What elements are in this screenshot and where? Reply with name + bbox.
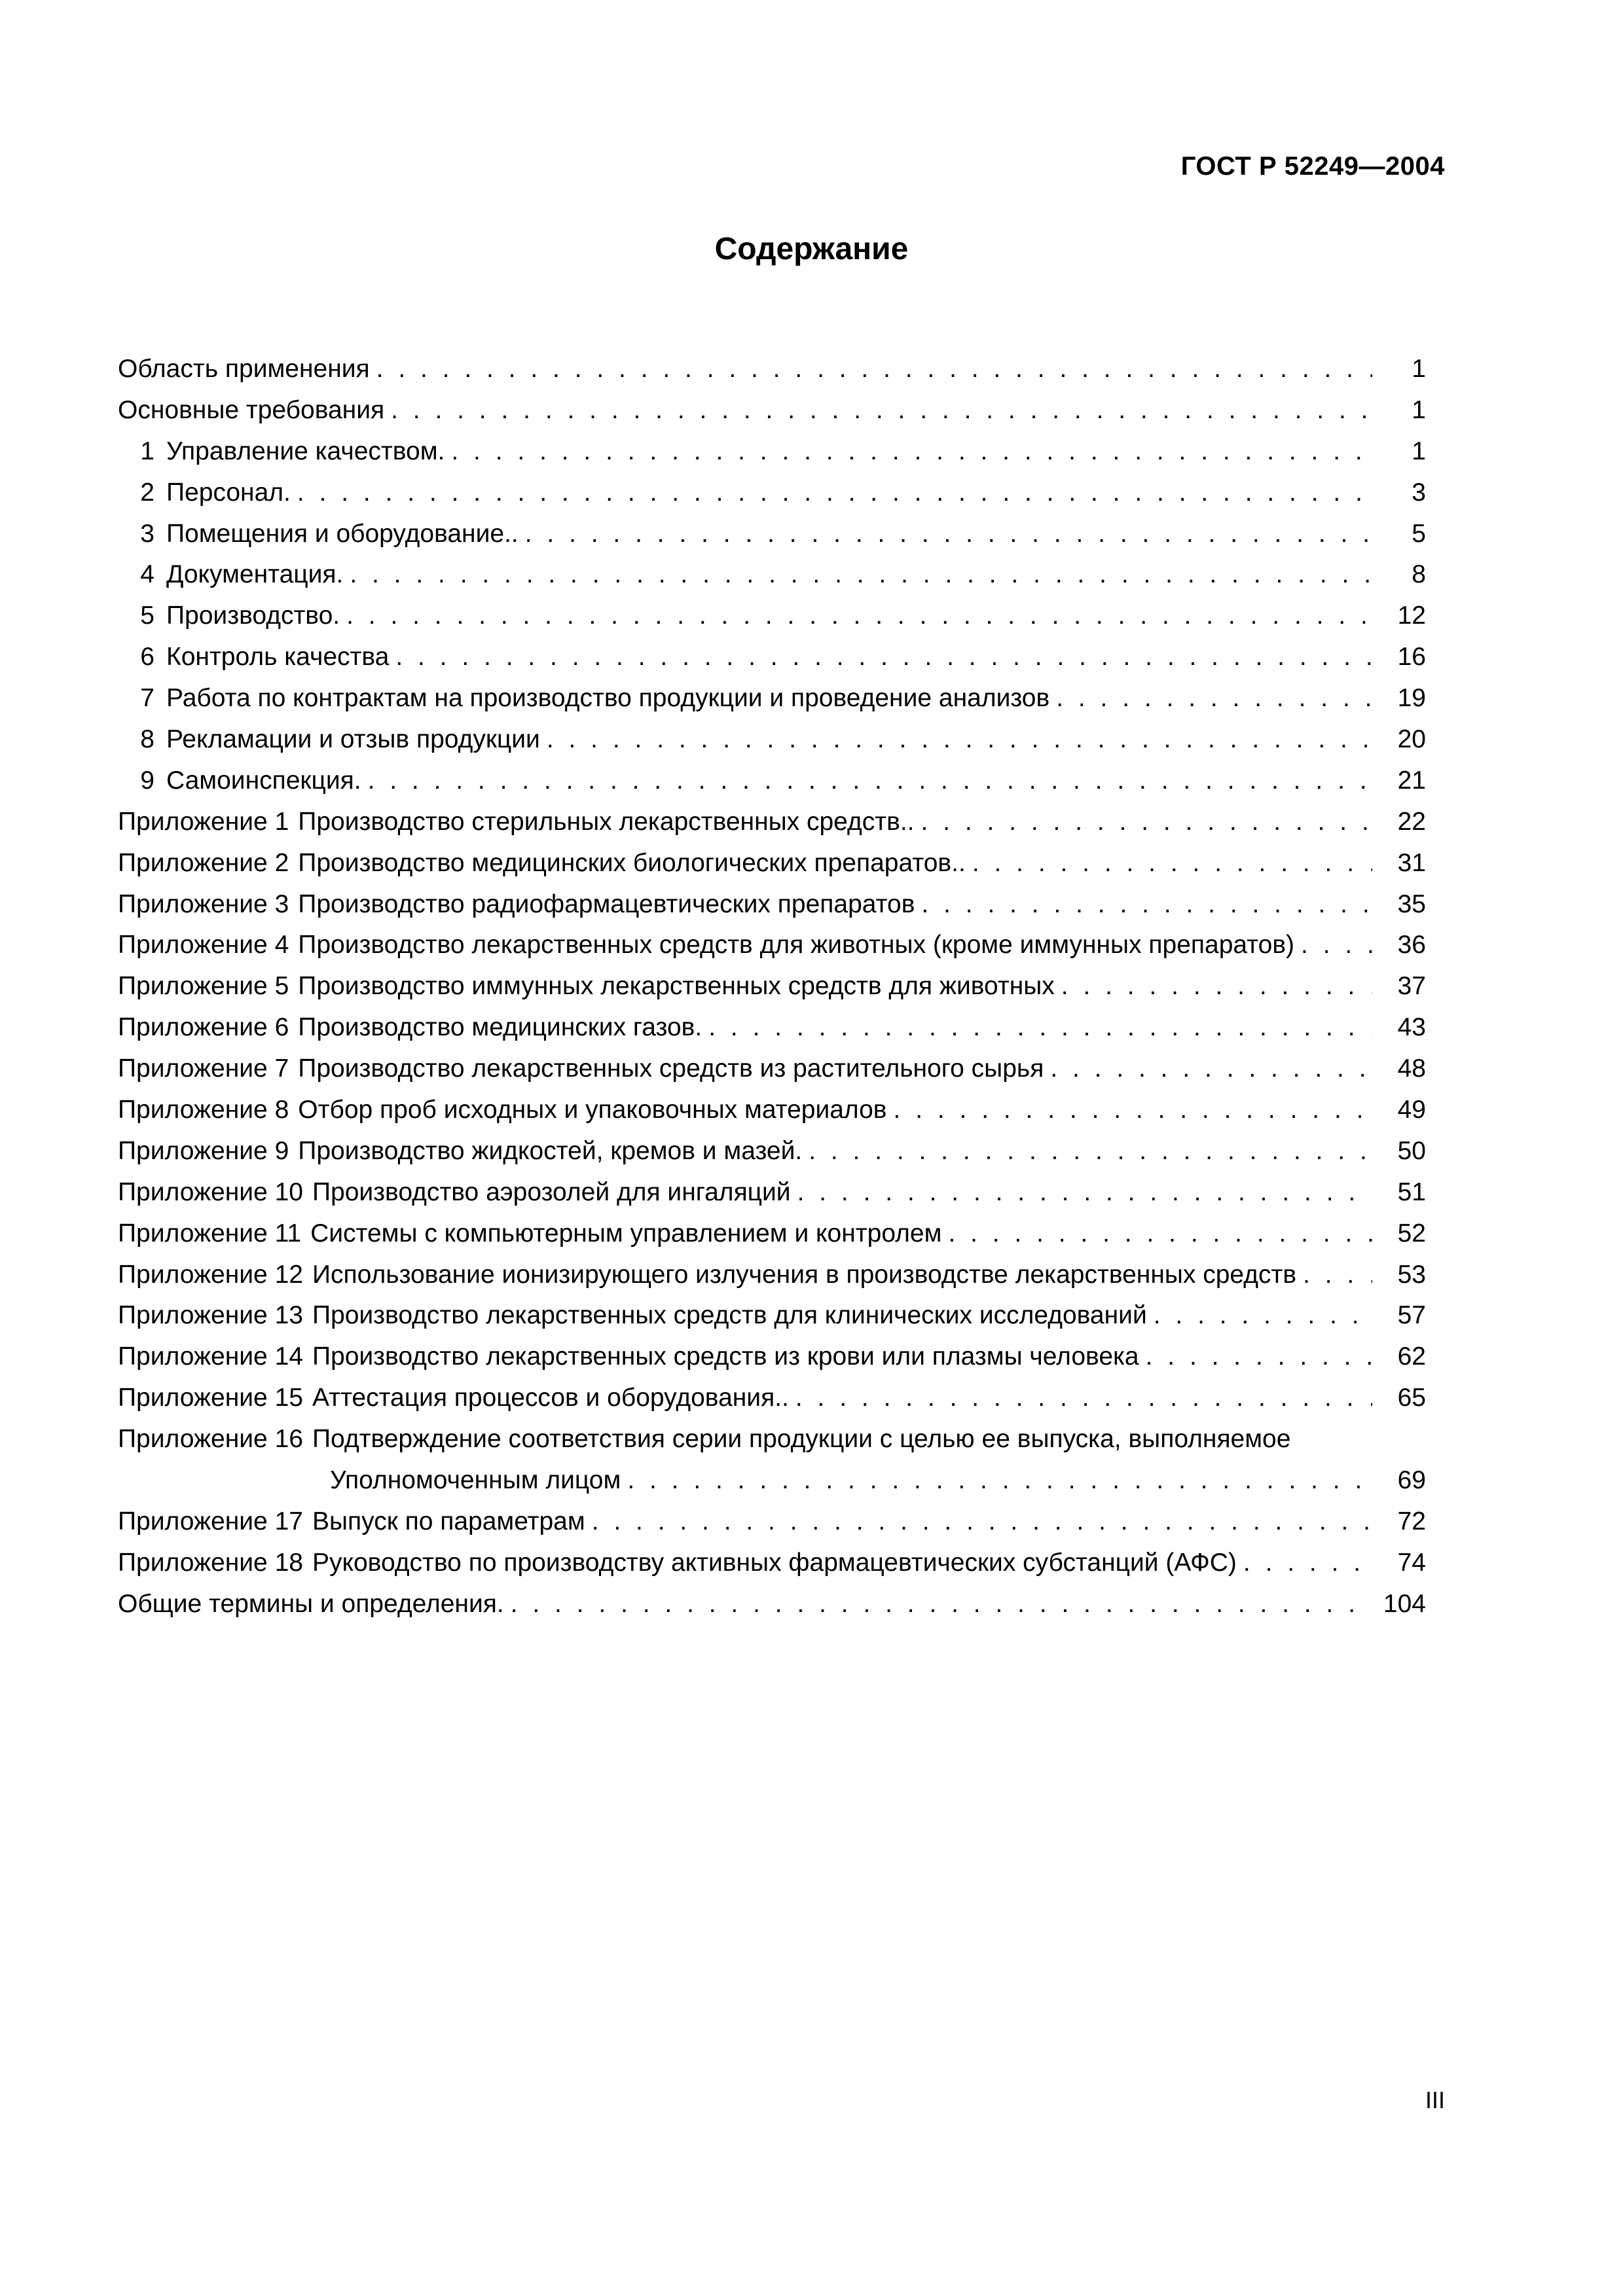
toc-entry-lead bbox=[118, 1007, 702, 1049]
toc-entry-lead bbox=[118, 596, 340, 637]
toc-entry-number: 3 bbox=[140, 519, 155, 548]
toc-entry-label: Приложение 18 bbox=[118, 1548, 303, 1577]
toc-entry-page: 19 bbox=[1397, 684, 1426, 713]
toc-entry[interactable] bbox=[118, 966, 1426, 1007]
toc-entry-number: 7 bbox=[140, 684, 155, 713]
toc-entry[interactable] bbox=[118, 514, 1426, 555]
document-code: ГОСТ Р 52249—2004 bbox=[1180, 152, 1445, 181]
toc-entry-number: 4 bbox=[140, 560, 155, 589]
toc-entry-lead bbox=[118, 1501, 585, 1543]
toc-entry-page: 52 bbox=[1397, 1219, 1426, 1247]
toc-entry-number: 2 bbox=[140, 478, 155, 507]
toc-entry-title: Работа по контрактам на производство продукции и проведение анализов bbox=[166, 684, 1050, 713]
toc-entry-title: Контроль качества bbox=[166, 643, 390, 672]
toc-entry-title: Основные требования bbox=[118, 395, 385, 424]
toc-entry-label: Приложение 14 bbox=[118, 1342, 303, 1371]
toc-dot-leader bbox=[797, 1172, 1372, 1213]
toc-entry-label: Приложение 13 bbox=[118, 1301, 303, 1330]
toc-entry-title: Производство медицинских газов. bbox=[298, 1013, 702, 1042]
toc-dot-leader bbox=[1154, 1295, 1372, 1336]
toc-entry-label: Приложение 6 bbox=[118, 1013, 289, 1042]
toc-entry-lead bbox=[118, 514, 519, 555]
toc-entry-lead bbox=[118, 802, 915, 843]
toc-dot-leader bbox=[921, 884, 1372, 925]
toc-entry[interactable] bbox=[118, 390, 1426, 431]
toc-entry[interactable] bbox=[118, 1295, 1426, 1336]
toc-dot-leader bbox=[511, 1584, 1372, 1625]
toc-entry-lead bbox=[118, 1255, 1296, 1296]
page-number: III bbox=[1425, 2087, 1445, 2113]
toc-entry-title: Производство. bbox=[166, 601, 340, 630]
toc-entry[interactable] bbox=[118, 637, 1426, 678]
toc-dot-leader bbox=[972, 843, 1372, 884]
toc-dot-leader bbox=[1303, 1255, 1372, 1296]
toc-dot-leader bbox=[1301, 925, 1372, 966]
toc-dot-leader bbox=[395, 637, 1372, 678]
toc-entry-lead bbox=[118, 1049, 1044, 1090]
toc-entry[interactable] bbox=[118, 761, 1426, 802]
toc-dot-leader bbox=[1243, 1543, 1372, 1584]
toc-entry-page: 3 bbox=[1412, 478, 1426, 507]
toc-entry-title: Системы с компьютерным управлением и контролем bbox=[310, 1219, 942, 1247]
toc-dot-leader bbox=[547, 719, 1372, 761]
toc-entry-lead bbox=[118, 1584, 504, 1625]
table-of-contents bbox=[118, 349, 1426, 1625]
toc-dot-leader bbox=[368, 761, 1372, 802]
toc-entry-page: 69 bbox=[1397, 1466, 1426, 1495]
toc-entry-lead bbox=[118, 1378, 789, 1419]
toc-entry-title: Персонал. bbox=[166, 478, 291, 507]
toc-entry-label: Приложение 1 bbox=[118, 807, 289, 836]
toc-entry[interactable] bbox=[118, 802, 1426, 843]
toc-entry-label: Приложение 7 bbox=[118, 1054, 289, 1083]
toc-entry-page: 12 bbox=[1397, 601, 1426, 630]
toc-entry[interactable] bbox=[118, 678, 1426, 719]
toc-entry-title: Производство стерильных лекарственных средств.. bbox=[298, 807, 915, 836]
toc-entry-title: Производство радиофармацевтических препаратов bbox=[298, 889, 915, 918]
toc-entry-page: 35 bbox=[1397, 889, 1426, 918]
toc-entry-page: 31 bbox=[1397, 848, 1426, 877]
toc-entry-page: 37 bbox=[1397, 972, 1426, 1001]
toc-entry-lead bbox=[118, 1419, 1290, 1460]
toc-entry[interactable] bbox=[118, 1213, 1426, 1255]
toc-entry[interactable] bbox=[118, 1543, 1426, 1584]
toc-entry-label: Приложение 2 bbox=[118, 848, 289, 877]
toc-dot-leader bbox=[350, 554, 1372, 596]
toc-entry-title: Производство лекарственных средств для животных (кроме иммунных препаратов) bbox=[298, 931, 1295, 960]
toc-entry-lead bbox=[118, 1460, 621, 1501]
toc-entry[interactable] bbox=[118, 1131, 1426, 1172]
toc-entry-title: Область применения bbox=[118, 354, 370, 383]
toc-entry-number: 1 bbox=[140, 437, 155, 465]
toc-entry-label: Приложение 4 bbox=[118, 931, 289, 960]
toc-dot-leader bbox=[708, 1007, 1372, 1049]
toc-dot-leader bbox=[1146, 1336, 1372, 1378]
toc-entry[interactable] bbox=[118, 884, 1426, 925]
toc-entry-page: 16 bbox=[1397, 643, 1426, 672]
toc-entry-lead bbox=[118, 843, 966, 884]
toc-entry-title: Использование ионизирующего излучения в производстве лекарственных средств bbox=[312, 1260, 1297, 1289]
toc-entry-page: 43 bbox=[1397, 1013, 1426, 1042]
toc-entry-page: 49 bbox=[1397, 1096, 1426, 1124]
toc-entry-title: Производство жидкостей, кремов и мазей. bbox=[298, 1136, 803, 1165]
toc-entry-page: 50 bbox=[1397, 1136, 1426, 1165]
toc-entry-number: 6 bbox=[140, 643, 155, 672]
toc-entry-label: Приложение 10 bbox=[118, 1177, 303, 1206]
toc-entry-lead bbox=[118, 637, 389, 678]
toc-dot-leader bbox=[894, 1090, 1372, 1131]
toc-entry-lead bbox=[118, 1543, 1237, 1584]
toc-entry-page: 65 bbox=[1397, 1384, 1426, 1412]
toc-entry-lead bbox=[118, 925, 1294, 966]
toc-dot-leader bbox=[1056, 678, 1372, 719]
toc-entry-label: Приложение 8 bbox=[118, 1096, 289, 1124]
toc-dot-leader bbox=[921, 802, 1372, 843]
toc-entry-page: 8 bbox=[1412, 560, 1426, 589]
toc-entry-page: 1 bbox=[1412, 395, 1426, 424]
toc-entry-title: Производство аэрозолей для ингаляций bbox=[312, 1177, 791, 1206]
toc-entry[interactable] bbox=[118, 1378, 1426, 1419]
toc-entry-label: Приложение 9 bbox=[118, 1136, 289, 1165]
toc-dot-leader bbox=[1050, 1049, 1372, 1090]
toc-entry-label: Приложение 16 bbox=[118, 1425, 303, 1454]
toc-entry-lead bbox=[118, 390, 384, 431]
toc-entry-page: 1 bbox=[1412, 354, 1426, 383]
toc-entry-lead bbox=[118, 884, 915, 925]
toc-entry-lead bbox=[118, 1172, 791, 1213]
toc-dot-leader bbox=[809, 1131, 1372, 1172]
toc-entry[interactable] bbox=[118, 1049, 1426, 1090]
toc-entry-page: 48 bbox=[1397, 1054, 1426, 1083]
toc-entry-page: 57 bbox=[1397, 1301, 1426, 1330]
toc-entry[interactable] bbox=[118, 1336, 1426, 1378]
toc-entry-lead bbox=[118, 431, 445, 473]
toc-entry[interactable] bbox=[118, 1584, 1426, 1625]
toc-entry-page: 20 bbox=[1397, 725, 1426, 753]
toc-entry-title: Подтверждение соответствия серии продукции с целью ее выпуска, выполняемое bbox=[312, 1425, 1291, 1454]
toc-entry-title: Общие термины и определения. bbox=[118, 1589, 504, 1618]
toc-entry[interactable] bbox=[118, 1172, 1426, 1213]
toc-entry-title: Аттестация процессов и оборудования.. bbox=[312, 1384, 789, 1412]
toc-entry[interactable] bbox=[118, 1255, 1426, 1296]
toc-entry[interactable] bbox=[118, 554, 1426, 596]
toc-entry-lead bbox=[118, 1213, 941, 1255]
toc-entry-number: 9 bbox=[140, 766, 155, 795]
toc-entry-lead bbox=[118, 1336, 1139, 1378]
toc-dot-leader bbox=[1061, 966, 1372, 1007]
toc-entry-number: 8 bbox=[140, 725, 155, 753]
toc-entry-page: 74 bbox=[1397, 1548, 1426, 1577]
toc-dot-leader bbox=[627, 1460, 1372, 1501]
toc-entry-title: Производство иммунных лекарственных средств для животных bbox=[298, 972, 1055, 1001]
toc-entry-title: Помещения и оборудование.. bbox=[166, 519, 519, 548]
toc-entry-title: Выпуск по параметрам bbox=[312, 1507, 585, 1535]
toc-dot-leader bbox=[948, 1213, 1372, 1255]
toc-entry-title: Управление качеством. bbox=[166, 437, 445, 465]
toc-dot-leader bbox=[376, 349, 1372, 390]
toc-entry-lead bbox=[118, 761, 361, 802]
toc-entry-page: 36 bbox=[1397, 931, 1426, 960]
toc-entry-title-continued: Уполномоченным лицом bbox=[330, 1466, 621, 1495]
toc-entry[interactable] bbox=[118, 719, 1426, 761]
toc-entry[interactable] bbox=[118, 473, 1426, 514]
toc-entry-page: 1 bbox=[1412, 437, 1426, 465]
toc-entry[interactable] bbox=[118, 925, 1426, 966]
toc-dot-leader bbox=[451, 431, 1372, 473]
toc-entry-label: Приложение 11 bbox=[118, 1219, 302, 1247]
toc-entry-label: Приложение 5 bbox=[118, 972, 289, 1001]
toc-entry[interactable] bbox=[118, 349, 1426, 390]
toc-entry[interactable] bbox=[118, 596, 1426, 637]
toc-entry-number: 5 bbox=[140, 601, 155, 630]
toc-dot-leader bbox=[795, 1378, 1372, 1419]
toc-entry-page: 62 bbox=[1397, 1342, 1426, 1371]
toc-entry[interactable] bbox=[118, 843, 1426, 884]
toc-entry-lead bbox=[118, 1131, 802, 1172]
toc-entry-lead bbox=[118, 349, 370, 390]
toc-entry[interactable] bbox=[118, 1501, 1426, 1543]
toc-entry-page: 104 bbox=[1383, 1589, 1426, 1618]
toc-entry-lead bbox=[118, 966, 1055, 1007]
toc-entry-lead bbox=[118, 554, 343, 596]
toc-entry-label: Приложение 3 bbox=[118, 889, 289, 918]
toc-entry-title: Самоинспекция. bbox=[166, 766, 361, 795]
toc-entry-lead bbox=[118, 678, 1049, 719]
toc-entry-page: 5 bbox=[1412, 519, 1426, 548]
toc-entry-lead bbox=[118, 1090, 887, 1131]
toc-entry-label: Приложение 17 bbox=[118, 1507, 303, 1535]
toc-entry-page: 22 bbox=[1397, 807, 1426, 836]
toc-entry-lead bbox=[118, 473, 291, 514]
toc-entry-title: Руководство по производству активных фармацевтических субстанций (АФС) bbox=[312, 1548, 1237, 1577]
toc-entry-title: Производство лекарственных средств из крови или плазмы человека bbox=[312, 1342, 1139, 1371]
toc-entry-page: 72 bbox=[1397, 1507, 1426, 1535]
toc-dot-leader bbox=[297, 473, 1372, 514]
toc-entry-title: Производство лекарственных средств из растительного сырья bbox=[298, 1054, 1044, 1083]
toc-dot-leader bbox=[525, 514, 1372, 555]
toc-entry[interactable] bbox=[118, 1090, 1426, 1131]
toc-entry[interactable] bbox=[118, 1419, 1426, 1501]
toc-entry-lead bbox=[118, 1295, 1147, 1336]
toc-dot-leader bbox=[346, 596, 1372, 637]
toc-entry-title: Производство лекарственных средств для клинических исследований bbox=[312, 1301, 1147, 1330]
toc-dot-leader bbox=[592, 1501, 1372, 1543]
toc-entry-lead bbox=[118, 719, 540, 761]
toc-entry-page: 21 bbox=[1397, 766, 1426, 795]
toc-entry-title: Рекламации и отзыв продукции bbox=[166, 725, 540, 753]
toc-entry-label: Приложение 15 bbox=[118, 1384, 303, 1412]
toc-entry-title: Отбор проб исходных и упаковочных материалов bbox=[298, 1096, 887, 1124]
toc-entry-title: Документация. bbox=[166, 560, 344, 589]
toc-title: Содержание bbox=[714, 232, 909, 266]
toc-dot-leader bbox=[391, 390, 1372, 431]
toc-entry[interactable] bbox=[118, 1007, 1426, 1049]
toc-entry-label: Приложение 12 bbox=[118, 1260, 303, 1289]
toc-entry-page: 53 bbox=[1397, 1260, 1426, 1289]
toc-entry[interactable] bbox=[118, 431, 1426, 473]
toc-entry-page: 51 bbox=[1397, 1177, 1426, 1206]
toc-entry-title: Производство медицинских биологических препаратов.. bbox=[298, 848, 966, 877]
